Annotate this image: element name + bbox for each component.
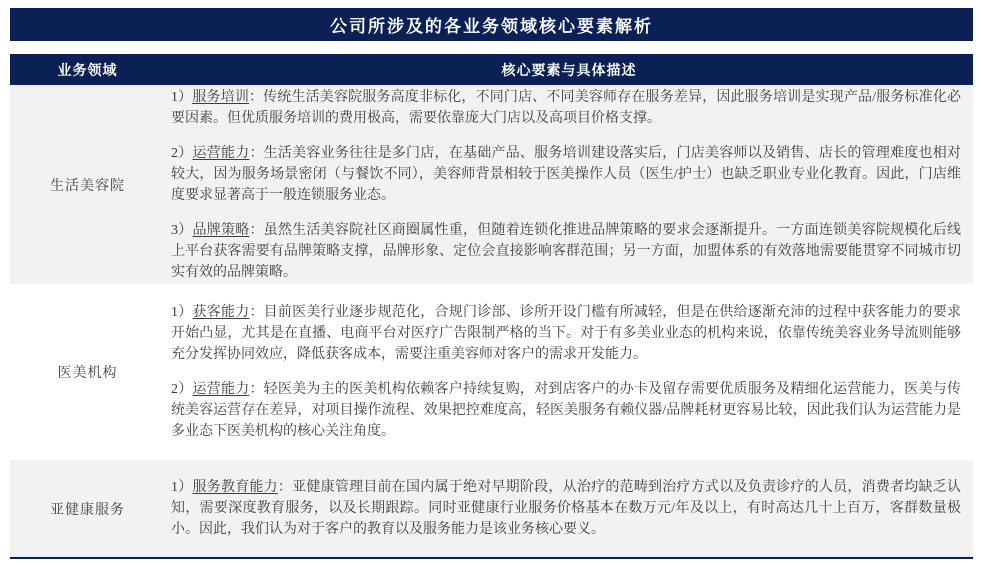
description-cell bbox=[165, 284, 973, 460]
table-row-life-beauty bbox=[10, 85, 973, 284]
point-keyword: 运营能力 bbox=[192, 145, 250, 161]
point-paragraph bbox=[171, 302, 961, 365]
description-cell bbox=[165, 85, 973, 284]
table-row-medical-beauty bbox=[10, 284, 973, 460]
point-paragraph bbox=[171, 143, 961, 206]
point-number: 2） bbox=[171, 145, 193, 161]
business-field-cell: 亚健康服务 bbox=[50, 502, 125, 518]
point-text: ：亚健康管理目前在国内属于绝对早期阶段，从治疗的范畴到治疗方式以及负责诊疗的人员，消费者均缺乏认知，需要深度教育服务，以及长期跟踪。同时亚健康行业服务价格基本在数万元/年及以上，有时高达几十上百万，客群数量极小。因此，我们认为对于客户的教育以及服务能力是该业务核心要义。 bbox=[171, 480, 962, 537]
point-number: 1） bbox=[171, 480, 193, 495]
exhibit-title-bar bbox=[10, 8, 973, 41]
point-text: ：目前医美行业逐步规范化，合规门诊部、诊所开设门槛有所减轻，但是在供给逐渐充沛的过程中获客能力的要求开始凸显，尤其是在直播、电商平台对医疗广告限制严格的当下。对于有多美业业态的机构来说，依靠传统美容业务导流则能够充分发挥协同效应，降低获客成本，需要注重美容师对客户的需求开发能力。 bbox=[171, 305, 962, 362]
point-text: ：传统生活美容院服务高度非标化，不同门店、不同美容师存在服务差异，因此服务培训是实现产品/服务标准化必要因素。但优质服务培训的费用极高，需要依靠庞大门店以及高项目价格支撑。 bbox=[171, 89, 962, 126]
business-areas-table bbox=[10, 54, 973, 557]
header-business-field: 业务领域 bbox=[57, 63, 118, 79]
exhibit-title: 公司所涉及的各业务领域核心要素解析 bbox=[330, 17, 653, 36]
table-bottom-rule bbox=[10, 557, 973, 559]
point-paragraph bbox=[171, 220, 961, 283]
point-paragraph bbox=[171, 87, 961, 129]
table-header-row bbox=[10, 54, 973, 85]
point-keyword: 品牌策略 bbox=[192, 222, 250, 238]
business-field-cell: 生活美容院 bbox=[50, 178, 125, 194]
point-number: 1） bbox=[171, 89, 193, 105]
header-core-elements: 核心要素与具体描述 bbox=[501, 63, 637, 79]
point-number: 2） bbox=[171, 382, 193, 397]
point-keyword: 运营能力 bbox=[192, 382, 250, 397]
point-number: 3） bbox=[171, 222, 193, 238]
point-paragraph bbox=[171, 379, 961, 442]
point-number: 1） bbox=[171, 305, 193, 320]
point-keyword: 服务教育能力 bbox=[192, 480, 278, 495]
business-field-cell: 医美机构 bbox=[57, 366, 118, 381]
point-text: ：虽然生活美容院社区商圈属性重，但随着连锁化推进品牌策略的要求会逐渐提升。一方面连锁美容院规模化后线上平台获客需要有品牌策略支撑，品牌形象、定位会直接影响客群范围；另一方面，加盟体系的有效落地需要能贯穿不同城市切实有效的品牌策略。 bbox=[171, 222, 962, 280]
point-keyword: 服务培训 bbox=[192, 89, 249, 105]
point-text: ：轻医美为主的医美机构依赖客户持续复购，对到店客户的办卡及留存需要优质服务及精细化运营能力，医美与传统美容运营存在差异，对项目操作流程、效果把控难度高，轻医美服务有赖仪器/品牌耗材更容易比较，因此我们认为运营能力是多业态下医美机构的核心关注角度。 bbox=[171, 382, 962, 439]
point-text: ：生活美容业务往往是多门店，在基础产品、服务培训建设落实后，门店美容师以及销售、店长的管理难度也相对较大，因为服务场景密闭（与餐饮不同），美容师背景相较于医美操作人员（医生/护士）也缺乏职业专业化教育。因此，门店维度要求显著高于一般连锁服务业态。 bbox=[171, 145, 962, 203]
point-keyword: 获客能力 bbox=[192, 305, 250, 320]
table-row-subhealth bbox=[10, 460, 973, 557]
point-paragraph bbox=[171, 477, 961, 540]
description-cell bbox=[165, 460, 973, 557]
